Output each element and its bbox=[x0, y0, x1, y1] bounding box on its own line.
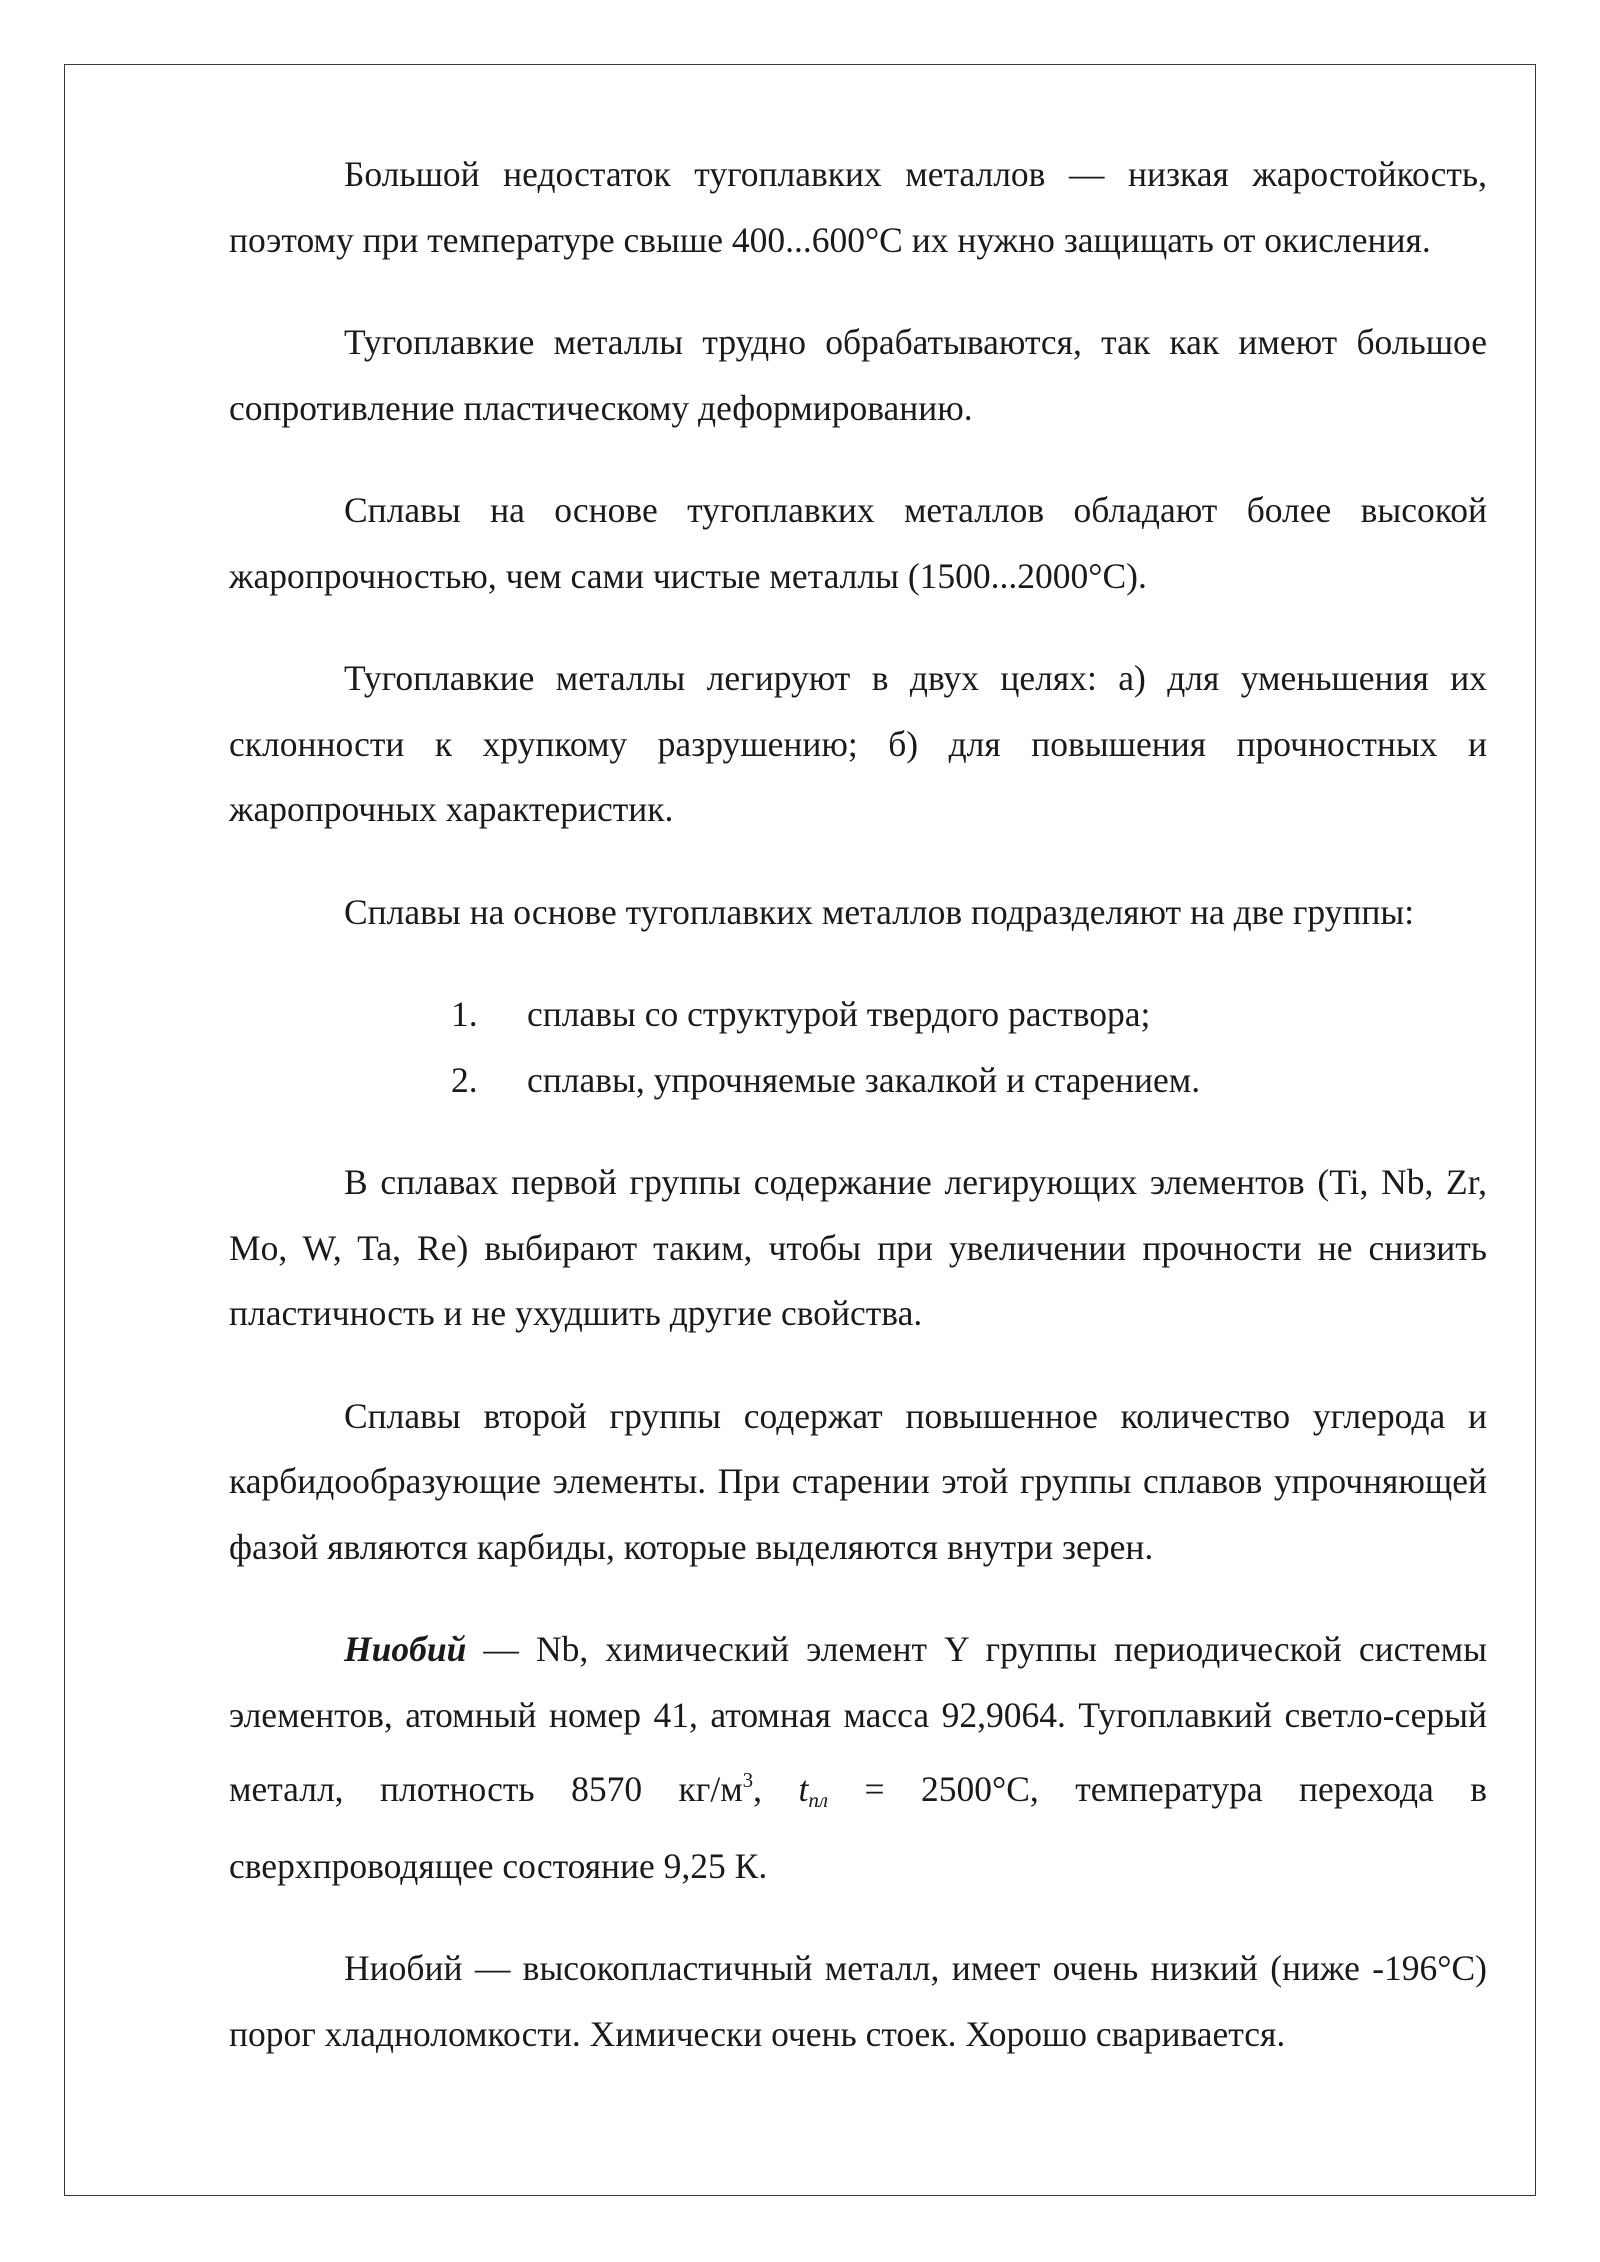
melting-temp-subscript: пл bbox=[808, 1788, 829, 1812]
list-item-text: сплавы со структурой твердого раствора; bbox=[527, 994, 1151, 1034]
niobium-term: Ниобий bbox=[344, 1629, 467, 1669]
comma-separator: , bbox=[753, 1769, 799, 1809]
niobium-description-end: = 2500°С, температура перехода в сверхпроводящее состояние 9,25 К. bbox=[229, 1769, 1488, 1886]
list-item-number: 1. bbox=[451, 994, 478, 1034]
paragraph-last: Ниобий — высокопластичный металл, имеет очень низкий (ниже -196°С) порог хладноломкости. Химически очень стоек. Хорошо сваривается. bbox=[229, 1948, 1487, 2054]
niobium-description: — Nb, химический элемент Y группы периодической системы элементов, атомный номер 41, атомная масса 92,9064. Тугоплавкий светло-серый металл, плотность 8570 кг/м bbox=[229, 1629, 1487, 1809]
list-item-number: 2. bbox=[451, 1059, 478, 1100]
alloy-groups-list bbox=[229, 982, 1487, 1113]
paragraph-3: Сплавы на основе тугоплавких металлов обладают более высокой жаропрочностью, чем сами чистые металлы (1500...2000°С). bbox=[229, 490, 1487, 596]
melting-temp-symbol: t bbox=[798, 1769, 809, 1809]
document-body bbox=[229, 142, 1487, 2067]
paragraph-6: В сплавах первой группы содержание легирующих элементов (Ti, Nb, Zr, Mo, W, Ta, Re) выбирают таким, чтобы при увеличении прочности не снизить пластичность и не ухудшить другие свойства. bbox=[229, 1162, 1487, 1333]
cubic-superscript: 3 bbox=[742, 1768, 754, 1792]
paragraph-2: Тугоплавкие металлы трудно обрабатываются, так как имеют большое сопротивление пластическому деформированию. bbox=[229, 322, 1487, 428]
list-item-text: сплавы, упрочняемые закалкой и старением. bbox=[527, 1059, 1201, 1100]
paragraph-4: Тугоплавкие металлы легируют в двух целях: а) для уменьшения их склонности к хрупкому разрушению; б) для повышения прочностных и жаропрочных характеристик. bbox=[229, 658, 1487, 829]
paragraph-7: Сплавы второй группы содержат повышенное количество углерода и карбидообразующие элементы. При старении этой группы сплавов упрочняющей фазой являются карбиды, которые выделяются внутри зерен. bbox=[229, 1395, 1487, 1567]
niobium-paragraph bbox=[229, 1617, 1487, 1899]
paragraph-5: Сплавы на основе тугоплавких металлов подразделяют на две группы: bbox=[344, 891, 1415, 932]
list-item bbox=[229, 982, 1487, 1048]
paragraph-1: Большой недостаток тугоплавких металлов — низкая жаростойкость, поэтому при температуре свыше 400...600°С их нужно защищать от окисления. bbox=[229, 154, 1487, 260]
list-item bbox=[229, 1048, 1487, 1114]
